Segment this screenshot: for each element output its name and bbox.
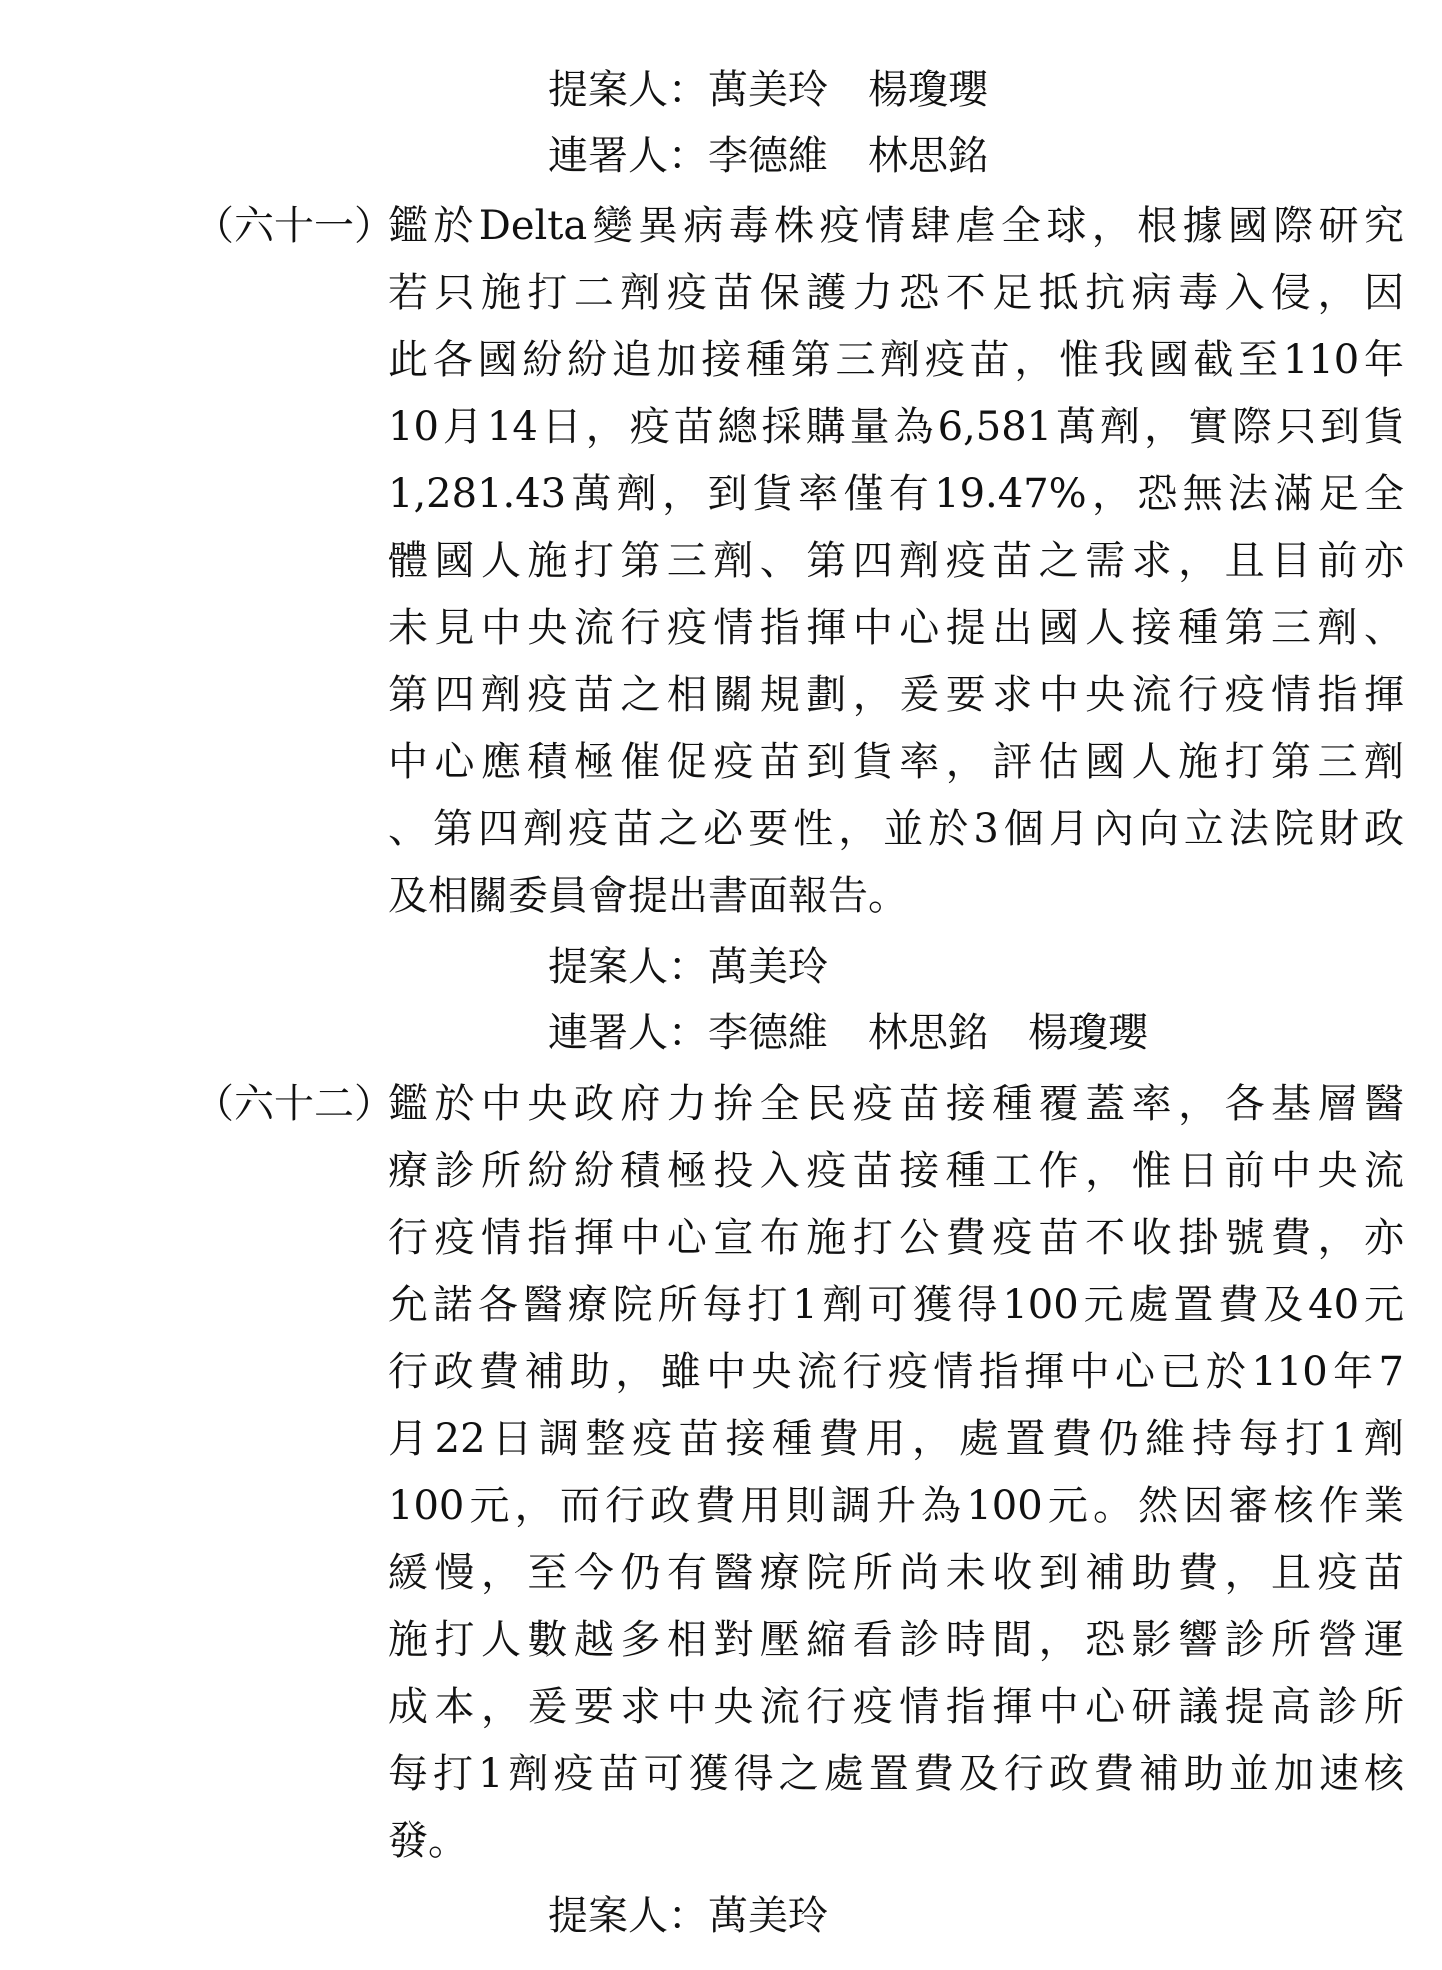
- body-line: 及相關委員會提出書面報告。: [388, 873, 908, 919]
- body-line: 鑑於Delta變異病毒株疫情肆虐全球，根據國際研究: [388, 203, 1404, 249]
- body-line: 若只施打二劑疫苗保護力恐不足抵抗病毒入侵，因: [388, 270, 1404, 316]
- body-line: 行疫情指揮中心宣布施打公費疫苗不收掛號費，亦: [388, 1215, 1404, 1261]
- body-line: 1,281.43萬劑，到貨率僅有19.47%，恐無法滿足全: [388, 471, 1404, 517]
- cosigner-line: 連署人：李德維 林思銘 楊瓊瓔: [548, 1010, 1148, 1056]
- body-line: 、第四劑疫苗之必要性，並於3個月內向立法院財政: [388, 806, 1404, 852]
- proposer-line: 提案人：萬美玲: [548, 1893, 828, 1939]
- body-line: 發。: [388, 1818, 468, 1864]
- body-line: 施打人數越多相對壓縮看診時間，恐影響診所營運: [388, 1617, 1404, 1663]
- body-line: 行政費補助，雖中央流行疫情指揮中心已於110年7: [388, 1349, 1404, 1395]
- body-line: 緩慢，至今仍有醫療院所尚未收到補助費，且疫苗: [388, 1550, 1404, 1596]
- body-line: 成本，爰要求中央流行疫情指揮中心研議提高診所: [388, 1684, 1404, 1730]
- cosigner-line: 連署人：李德維 林思銘: [548, 133, 988, 179]
- body-line: 療診所紛紛積極投入疫苗接種工作，惟日前中央流: [388, 1148, 1404, 1194]
- item-body: [194, 1071, 1404, 1875]
- body-line: 此各國紛紛追加接種第三劑疫苗，惟我國截至110年: [388, 337, 1404, 383]
- body-line: 月22日調整疫苗接種費用，處置費仍維持每打1劑: [388, 1416, 1404, 1462]
- body-line: 100元，而行政費用則調升為100元。然因審核作業: [388, 1483, 1404, 1529]
- body-line: 允諾各醫療院所每打1劑可獲得100元處置費及40元: [388, 1282, 1404, 1328]
- body-line: 每打1劑疫苗可獲得之處置費及行政費補助並加速核: [388, 1751, 1404, 1797]
- proposer-line: 提案人：萬美玲: [548, 944, 828, 990]
- proposer-line: 提案人：萬美玲 楊瓊瓔: [548, 67, 988, 113]
- body-line: 鑑於中央政府力拚全民疫苗接種覆蓋率，各基層醫: [388, 1081, 1404, 1127]
- body-line: 未見中央流行疫情指揮中心提出國人接種第三劑、: [388, 605, 1404, 651]
- body-line: 中心應積極催促疫苗到貨率，評估國人施打第三劑: [388, 739, 1404, 785]
- item-number-label: （六十一）: [194, 203, 394, 249]
- body-line: 體國人施打第三劑、第四劑疫苗之需求，且目前亦: [388, 538, 1404, 584]
- body-line: 10月14日，疫苗總採購量為6,581萬劑，實際只到貨: [388, 404, 1404, 450]
- item-body: [194, 193, 1404, 930]
- body-line: 第四劑疫苗之相關規劃，爰要求中央流行疫情指揮: [388, 672, 1404, 718]
- item-number-label: （六十二）: [194, 1081, 394, 1127]
